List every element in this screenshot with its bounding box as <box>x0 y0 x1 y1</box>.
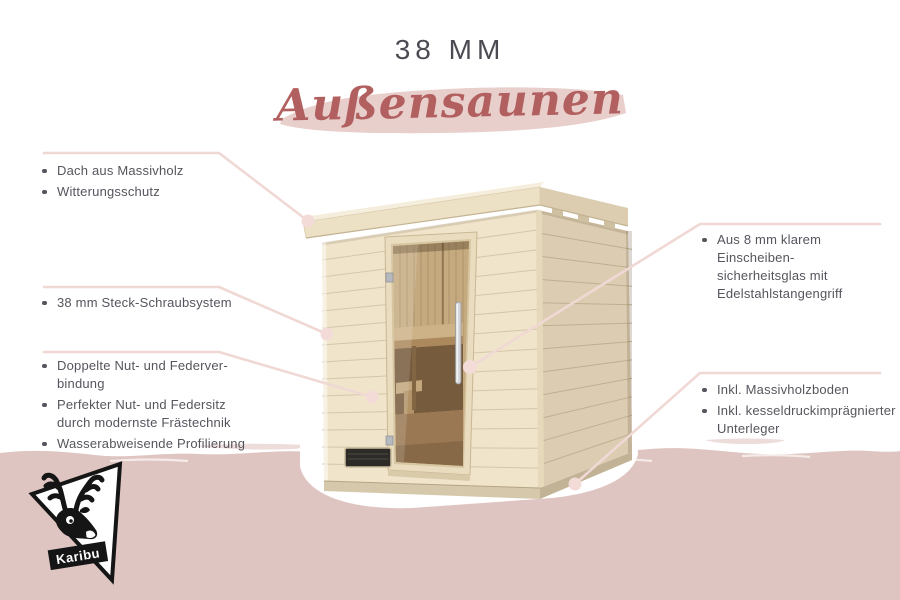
callout-text-line: bindung <box>57 376 105 391</box>
logo-label-text: Karibu <box>55 545 101 568</box>
callout-text-line: durch modernste Frästechnik <box>57 415 231 430</box>
callout-text-line: Wasserabweisende Profilierung <box>57 436 246 451</box>
callout-text-line: Doppelte Nut- und Federver- <box>57 358 228 373</box>
air-vent <box>345 448 391 467</box>
list-item <box>40 435 290 453</box>
callout-joint-features <box>40 357 290 456</box>
callout-text-line: Witterungsschutz <box>57 184 160 199</box>
karibu-logo <box>16 452 146 597</box>
callout-text-line: sicherheitsglas mit <box>717 268 828 283</box>
category-title: 38 MM <box>394 34 506 65</box>
callout-wall-system <box>40 294 280 315</box>
list-item <box>40 294 280 312</box>
sauna-door <box>385 232 477 481</box>
list-item <box>700 231 895 303</box>
callout-text-line: Inkl. kesseldruckimprägnierter <box>717 403 896 418</box>
callout-text-line: Unterleger <box>717 421 780 436</box>
list-item <box>40 183 270 201</box>
list-item <box>700 381 900 399</box>
callout-text-line: Perfekter Nut- und Federsitz <box>57 397 226 412</box>
list-item <box>40 162 270 180</box>
callout-floor-included <box>700 381 900 441</box>
sauna-side-wall <box>538 210 632 488</box>
callout-text-line: Aus 8 mm klarem Einscheiben- <box>717 232 822 265</box>
door-handle-icon <box>456 302 462 384</box>
list-item <box>40 396 290 432</box>
callout-text-line: Edelstahlstangengriff <box>717 286 843 301</box>
callout-text-line: 38 mm Steck-Schraubsystem <box>57 295 232 310</box>
callout-roof-features <box>40 162 270 204</box>
sauna-illustration <box>292 178 642 513</box>
door-glass <box>387 233 477 473</box>
list-item <box>700 402 900 438</box>
list-item <box>40 357 290 393</box>
callout-text-line: Inkl. Massivholzboden <box>717 382 850 397</box>
page-title: Außensaunen <box>275 73 625 132</box>
callout-text-line: Dach aus Massivholz <box>57 163 184 178</box>
callout-door-glass <box>700 231 895 306</box>
